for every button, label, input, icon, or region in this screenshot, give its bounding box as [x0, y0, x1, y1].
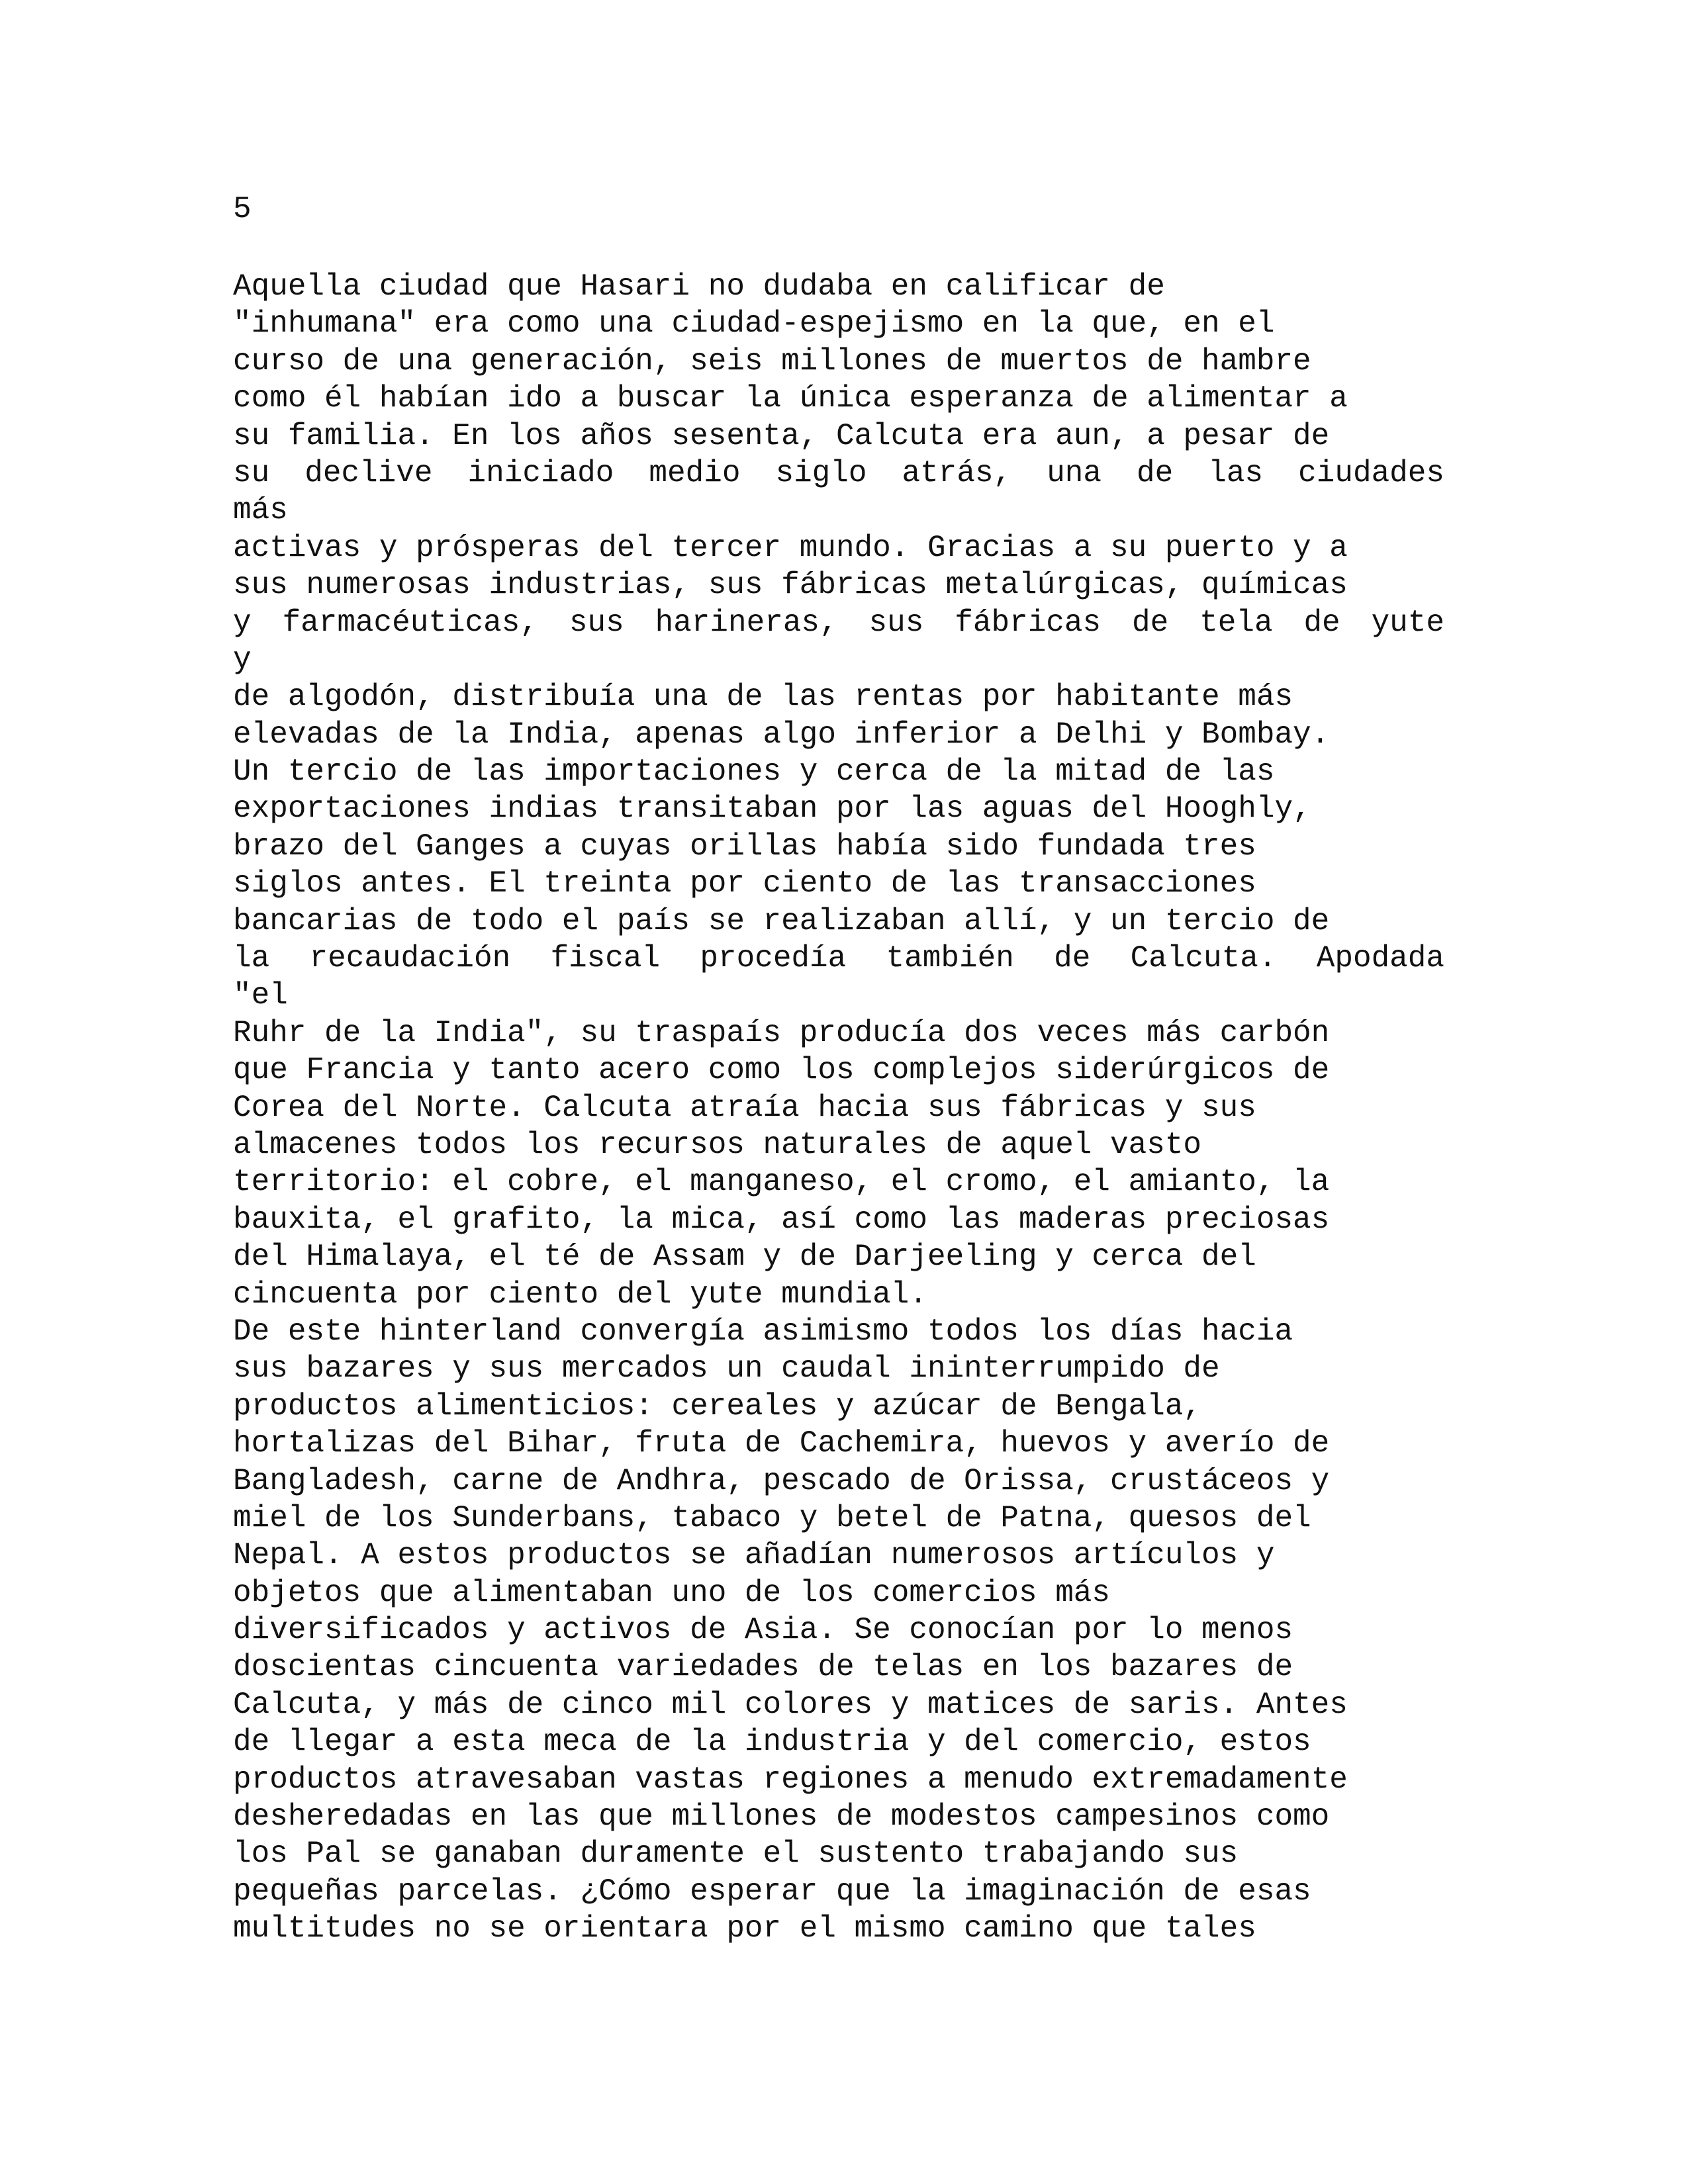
text-line: del Himalaya, el té de Assam y de Darjeeling y cerca del	[233, 1240, 1256, 1275]
text-line: almacenes todos los recursos naturales de aquel vasto	[233, 1127, 1202, 1162]
text-line: Bangladesh, carne de Andhra, pescado de Orissa, crustáceos y	[233, 1463, 1330, 1498]
text-line: sus numerosas industrias, sus fábricas metalúrgicas, químicas	[233, 568, 1348, 603]
text-line: de algodón, distribuía una de las rentas por habitante más	[233, 680, 1293, 715]
text-line: brazo del Ganges a cuyas orillas había sido fundada tres	[233, 829, 1256, 864]
text-line: miel de los Sunderbans, tabaco y betel de Patna, quesos del	[233, 1500, 1311, 1535]
text-line: doscientas cincuenta variedades de telas en los bazares de	[233, 1650, 1293, 1685]
text-line: más	[233, 493, 288, 528]
text-line: diversificados y activos de Asia. Se conocían por lo menos	[233, 1613, 1293, 1648]
text-line: sus bazares y sus mercados un caudal ininterrumpido de	[233, 1351, 1220, 1387]
text-line: productos atravesaban vastas regiones a menudo extremadamente	[233, 1762, 1348, 1797]
text-line: curso de una generación, seis millones de muertos de hambre	[233, 343, 1311, 379]
text-line: objetos que alimentaban uno de los comercios más	[233, 1575, 1111, 1610]
text-line: su familia. En los años sesenta, Calcuta era aun, a pesar de	[233, 418, 1330, 453]
text-line: siglos antes. El treinta por ciento de las transacciones	[233, 866, 1256, 901]
text-line: De este hinterland convergía asimismo todos los días hacia	[233, 1314, 1293, 1349]
text-line: elevadas de la India, apenas algo inferior a Delhi y Bombay.	[233, 717, 1330, 752]
text-line: "el	[233, 978, 288, 1013]
text-line: bauxita, el grafito, la mica, así como las maderas preciosas	[233, 1202, 1330, 1237]
text-line: y	[233, 642, 252, 677]
page-number: 5	[233, 192, 252, 226]
text-line: bancarias de todo el país se realizaban allí, y un tercio de	[233, 903, 1330, 938]
text-line: la recaudación fiscal procedía también de Calcuta. Apodada	[233, 941, 1444, 976]
text-line: Aquella ciudad que Hasari no dudaba en calificar de	[233, 269, 1165, 304]
text-line: activas y prósperas del tercer mundo. Gracias a su puerto y a	[233, 530, 1348, 565]
text-line: de llegar a esta meca de la industria y del comercio, estos	[233, 1725, 1311, 1760]
text-line: Nepal. A estos productos se añadían numerosos artículos y	[233, 1538, 1275, 1573]
body-text	[233, 268, 1464, 1948]
text-line: Corea del Norte. Calcuta atraía hacia sus fábricas y sus	[233, 1090, 1256, 1125]
text-line: que Francia y tanto acero como los complejos siderúrgicos de	[233, 1053, 1330, 1088]
text-line: "inhumana" era como una ciudad-espejismo en la que, en el	[233, 306, 1275, 341]
text-line: territorio: el cobre, el manganeso, el cromo, el amianto, la	[233, 1165, 1330, 1200]
text-line: los Pal se ganaban duramente el sustento trabajando sus	[233, 1837, 1239, 1872]
text-line: y farmacéuticas, sus harineras, sus fábricas de tela de yute	[233, 605, 1444, 640]
text-line: multitudes no se orientara por el mismo camino que tales	[233, 1911, 1256, 1946]
text-line: pequeñas parcelas. ¿Cómo esperar que la imaginación de esas	[233, 1874, 1311, 1909]
text-line: su declive iniciado medio siglo atrás, una de las ciudades	[233, 455, 1444, 490]
text-line: desheredadas en las que millones de modestos campesinos como	[233, 1799, 1330, 1835]
text-line: cincuenta por ciento del yute mundial.	[233, 1277, 927, 1312]
text-line: exportaciones indias transitaban por las aguas del Hooghly,	[233, 792, 1311, 827]
text-line: Calcuta, y más de cinco mil colores y matices de saris. Antes	[233, 1687, 1348, 1722]
text-line: productos alimenticios: cereales y azúcar de Bengala,	[233, 1388, 1202, 1424]
text-line: Ruhr de la India", su traspaís producía dos veces más carbón	[233, 1015, 1330, 1050]
text-line: como él habían ido a buscar la única esperanza de alimentar a	[233, 381, 1348, 416]
text-line: hortalizas del Bihar, fruta de Cachemira, huevos y averío de	[233, 1426, 1330, 1461]
text-line: Un tercio de las importaciones y cerca de la mitad de las	[233, 754, 1275, 790]
